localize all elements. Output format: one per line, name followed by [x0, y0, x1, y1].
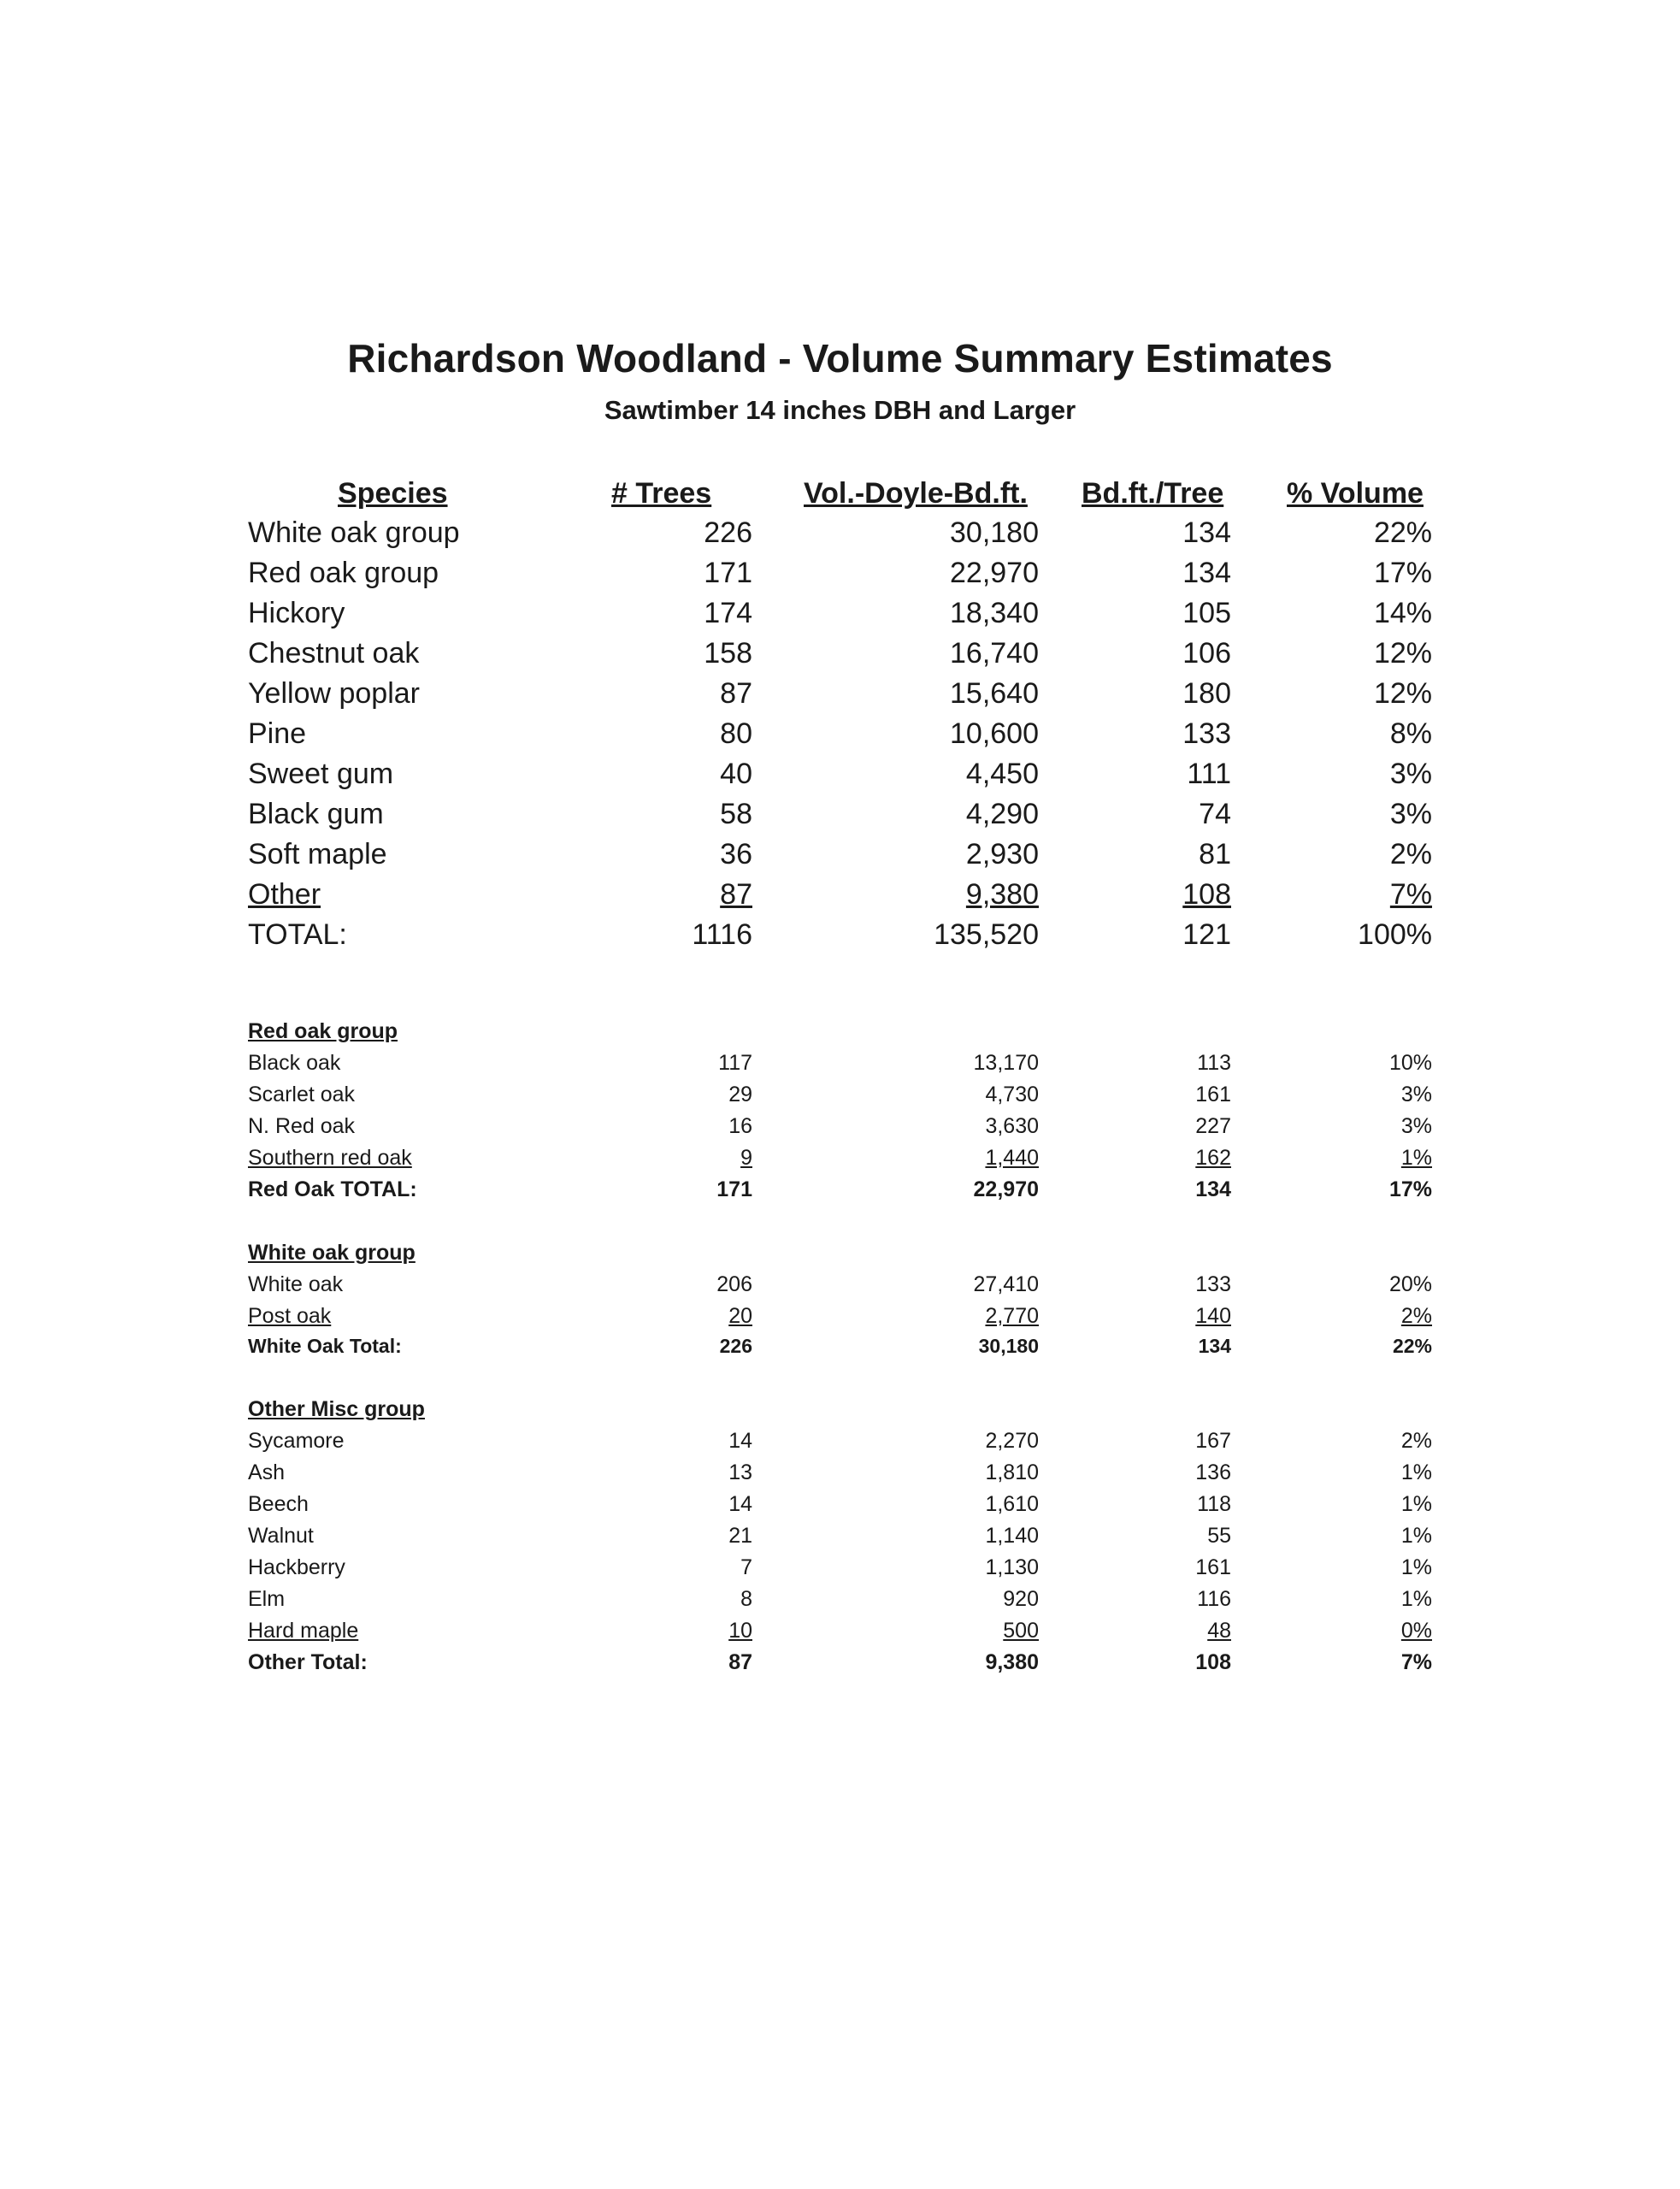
pct-volume-value: 100%	[1358, 918, 1432, 951]
trees-count: 36	[720, 838, 752, 870]
trees-count: 21	[728, 1524, 752, 1548]
trees-count: 40	[720, 758, 752, 790]
pct-volume-value: 17%	[1373, 557, 1432, 589]
bdft-per-tree-value: 48	[1207, 1619, 1231, 1643]
trees-count: 226	[719, 1335, 752, 1357]
trees-count: 87	[720, 878, 752, 911]
table-row	[0, 1492, 1680, 1523]
other-total-row	[0, 1650, 1680, 1681]
pct-volume-value: 1%	[1400, 1146, 1432, 1170]
trees-count: 7	[740, 1555, 752, 1579]
trees-count: 58	[720, 798, 752, 830]
pct-volume-value: 22%	[1373, 516, 1432, 549]
summary-row	[0, 516, 1680, 556]
volume-value: 30,180	[950, 516, 1039, 549]
page-title: Richardson Woodland - Volume Summary Estimates	[347, 336, 1333, 381]
total-label: Red Oak TOTAL:	[248, 1177, 417, 1201]
pct-volume-value: 2%	[1400, 1429, 1432, 1453]
trees-count: 8	[740, 1587, 752, 1611]
trees-count: 158	[704, 637, 752, 670]
volume-value: 2,930	[965, 838, 1039, 870]
red-oak-total-row	[0, 1177, 1680, 1208]
bdft-per-tree-value: 108	[1182, 878, 1231, 911]
bdft-per-tree-value: 134	[1198, 1335, 1231, 1357]
trees-count: 171	[716, 1177, 752, 1201]
pct-volume-value: 22%	[1392, 1335, 1432, 1357]
volume-value: 3,630	[985, 1114, 1039, 1138]
bdft-per-tree-value: 136	[1195, 1460, 1231, 1484]
bdft-per-tree-value: 55	[1207, 1524, 1231, 1548]
species-name: Hard maple	[248, 1619, 359, 1643]
table-row	[0, 1619, 1680, 1649]
volume-value: 1,140	[985, 1524, 1039, 1548]
total-label: Other Total:	[248, 1650, 368, 1674]
bdft-per-tree-value: 105	[1182, 597, 1231, 629]
volume-value: 27,410	[973, 1272, 1039, 1296]
pct-volume-value: 3%	[1389, 758, 1432, 790]
pct-volume-value: 20%	[1388, 1272, 1432, 1296]
pct-volume-value: 3%	[1400, 1114, 1432, 1138]
bdft-per-tree-value: 106	[1182, 637, 1231, 670]
table-row	[0, 1051, 1680, 1082]
trees-count: 87	[728, 1650, 752, 1674]
total-label: TOTAL:	[248, 918, 347, 951]
summary-row	[0, 758, 1680, 797]
bdft-per-tree-value: 134	[1195, 1177, 1231, 1201]
pct-volume-value: 7%	[1400, 1650, 1432, 1674]
table-row	[0, 1146, 1680, 1177]
volume-value: 2,770	[985, 1304, 1039, 1328]
header-pct-volume: % Volume	[1287, 477, 1424, 510]
volume-value: 30,180	[978, 1335, 1039, 1357]
pct-volume-value: 1%	[1400, 1555, 1432, 1579]
trees-count: 171	[704, 557, 752, 589]
summary-total-row	[0, 918, 1680, 958]
species-name: Black gum	[248, 798, 384, 830]
volume-value: 22,970	[950, 557, 1039, 589]
volume-value: 13,170	[973, 1051, 1039, 1075]
pct-volume-value: 1%	[1400, 1492, 1432, 1516]
trees-count: 20	[728, 1304, 752, 1328]
summary-row	[0, 677, 1680, 717]
trees-count: 174	[704, 597, 752, 629]
bdft-per-tree-value: 162	[1195, 1146, 1231, 1170]
bdft-per-tree-value: 121	[1182, 918, 1231, 951]
volume-value: 9,380	[985, 1650, 1039, 1674]
volume-value: 22,970	[973, 1177, 1039, 1201]
volume-value: 4,450	[965, 758, 1039, 790]
bdft-per-tree-value: 111	[1187, 758, 1231, 790]
pct-volume-value: 3%	[1400, 1083, 1432, 1106]
pct-volume-value: 14%	[1373, 597, 1432, 629]
header-bdft-per-tree: Bd.ft./Tree	[1082, 477, 1224, 510]
species-name: Southern red oak	[248, 1146, 412, 1170]
volume-value: 1,130	[985, 1555, 1039, 1579]
bdft-per-tree-value: 81	[1199, 838, 1231, 870]
summary-row	[0, 637, 1680, 676]
header-trees: # Trees	[611, 477, 712, 510]
pct-volume-value: 1%	[1400, 1587, 1432, 1611]
trees-count: 117	[718, 1051, 752, 1075]
species-name: White oak	[248, 1272, 344, 1296]
pct-volume-value: 2%	[1389, 838, 1432, 870]
species-name: Ash	[248, 1460, 286, 1484]
white-oak-total-row	[0, 1335, 1680, 1366]
pct-volume-value: 10%	[1388, 1051, 1432, 1075]
pct-volume-value: 0%	[1400, 1619, 1432, 1643]
bdft-per-tree-value: 118	[1197, 1492, 1231, 1516]
species-name: Chestnut oak	[248, 637, 420, 670]
summary-row	[0, 798, 1680, 837]
bdft-per-tree-value: 134	[1182, 557, 1231, 589]
species-name: Walnut	[248, 1524, 314, 1548]
table-row	[0, 1114, 1680, 1145]
header-species: Species	[338, 477, 448, 510]
volume-value: 1,440	[985, 1146, 1039, 1170]
bdft-per-tree-value: 133	[1195, 1272, 1231, 1296]
species-name: Sycamore	[248, 1429, 345, 1453]
bdft-per-tree-value: 140	[1195, 1304, 1231, 1328]
volume-value: 4,730	[985, 1083, 1039, 1106]
table-row	[0, 1460, 1680, 1491]
table-row	[0, 1272, 1680, 1303]
volume-value: 920	[1003, 1587, 1039, 1611]
table-row	[0, 1587, 1680, 1618]
pct-volume-value: 1%	[1400, 1460, 1432, 1484]
volume-value: 9,380	[965, 878, 1039, 911]
pct-volume-value: 2%	[1400, 1304, 1432, 1328]
species-name: Other	[248, 878, 321, 911]
species-name: Post oak	[248, 1304, 332, 1328]
volume-value: 135,520	[934, 918, 1039, 951]
summary-row	[0, 878, 1680, 917]
summary-row	[0, 717, 1680, 757]
bdft-per-tree-value: 134	[1182, 516, 1231, 549]
volume-value: 18,340	[950, 597, 1039, 629]
group-title: Other Misc group	[248, 1397, 425, 1421]
group-title: Red oak group	[248, 1019, 398, 1043]
bdft-per-tree-value: 108	[1195, 1650, 1231, 1674]
bdft-per-tree-value: 161	[1195, 1083, 1231, 1106]
trees-count: 80	[720, 717, 752, 750]
trees-count: 13	[728, 1460, 752, 1484]
pct-volume-value: 7%	[1389, 878, 1432, 911]
volume-value: 500	[1003, 1619, 1039, 1643]
trees-count: 14	[728, 1429, 752, 1453]
species-name: Soft maple	[248, 838, 387, 870]
trees-count: 29	[728, 1083, 752, 1106]
trees-count: 14	[728, 1492, 752, 1516]
trees-count: 10	[728, 1619, 752, 1643]
pct-volume-value: 17%	[1388, 1177, 1432, 1201]
bdft-per-tree-value: 227	[1195, 1114, 1231, 1138]
volume-value: 1,810	[985, 1460, 1039, 1484]
species-name: Sweet gum	[248, 758, 394, 790]
group-title: White oak group	[248, 1241, 416, 1265]
volume-value: 16,740	[950, 637, 1039, 670]
bdft-per-tree-value: 74	[1199, 798, 1231, 830]
summary-row	[0, 838, 1680, 877]
species-name: Beech	[248, 1492, 309, 1516]
trees-count: 206	[716, 1272, 752, 1296]
pct-volume-value: 12%	[1373, 677, 1432, 710]
species-name: White oak group	[248, 516, 460, 549]
pct-volume-value: 8%	[1389, 717, 1432, 750]
page-subtitle: Sawtimber 14 inches DBH and Larger	[604, 395, 1076, 425]
pct-volume-value: 12%	[1373, 637, 1432, 670]
species-name: Elm	[248, 1587, 286, 1611]
volume-value: 10,600	[950, 717, 1039, 750]
header-volume: Vol.-Doyle-Bd.ft.	[804, 477, 1028, 510]
trees-count: 9	[740, 1146, 752, 1170]
species-name: N. Red oak	[248, 1114, 356, 1138]
bdft-per-tree-value: 116	[1197, 1587, 1231, 1611]
pct-volume-value: 3%	[1389, 798, 1432, 830]
species-name: Scarlet oak	[248, 1083, 356, 1106]
total-label: White Oak Total:	[248, 1335, 402, 1357]
species-name: Hackberry	[248, 1555, 345, 1579]
trees-count: 1116	[692, 918, 752, 951]
bdft-per-tree-value: 167	[1195, 1429, 1231, 1453]
summary-row	[0, 557, 1680, 596]
species-name: Yellow poplar	[248, 677, 420, 710]
table-row	[0, 1429, 1680, 1460]
volume-value: 15,640	[950, 677, 1039, 710]
trees-count: 87	[720, 677, 752, 710]
volume-value: 2,270	[985, 1429, 1039, 1453]
summary-row	[0, 597, 1680, 636]
trees-count: 226	[704, 516, 752, 549]
table-row	[0, 1555, 1680, 1586]
table-row	[0, 1524, 1680, 1555]
bdft-per-tree-value: 133	[1182, 717, 1231, 750]
trees-count: 16	[728, 1114, 752, 1138]
species-name: Pine	[248, 717, 307, 750]
pct-volume-value: 1%	[1400, 1524, 1432, 1548]
table-row	[0, 1304, 1680, 1335]
species-name: Hickory	[248, 597, 345, 629]
volume-value: 4,290	[965, 798, 1039, 830]
species-name: Black oak	[248, 1051, 341, 1075]
volume-value: 1,610	[985, 1492, 1039, 1516]
table-row	[0, 1083, 1680, 1113]
bdft-per-tree-value: 161	[1195, 1555, 1231, 1579]
bdft-per-tree-value: 113	[1197, 1051, 1231, 1075]
bdft-per-tree-value: 180	[1182, 677, 1231, 710]
species-name: Red oak group	[248, 557, 439, 589]
